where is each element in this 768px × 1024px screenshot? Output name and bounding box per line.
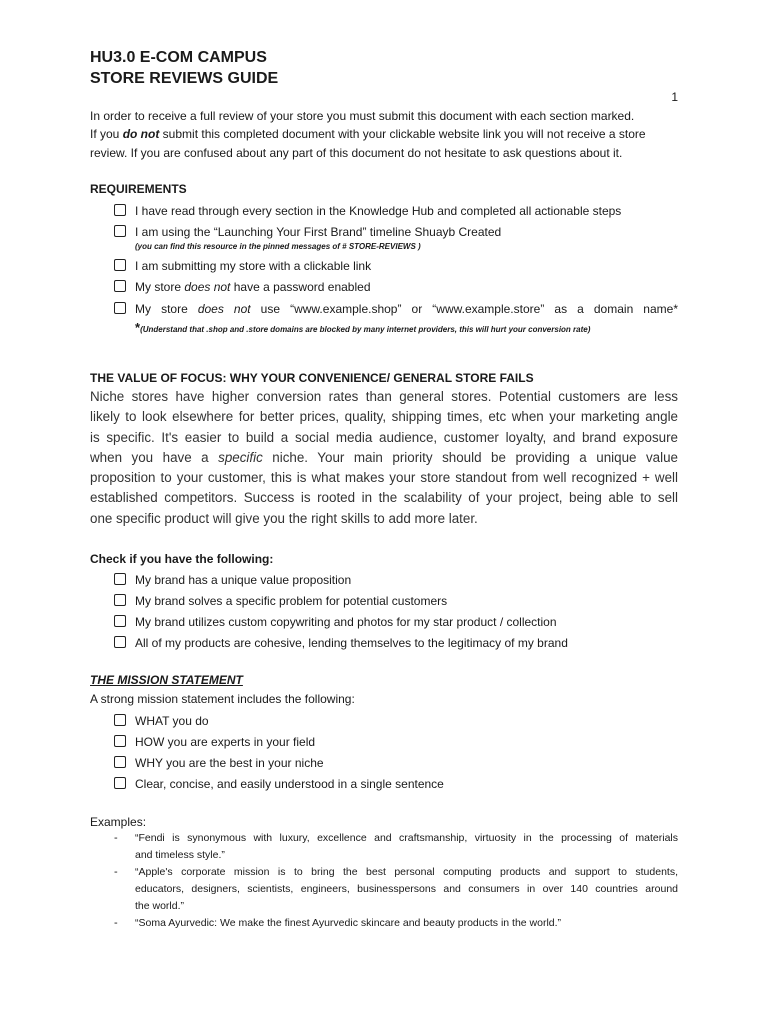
mission-heading: THE MISSION STATEMENT: [90, 673, 243, 687]
requirement-item-5-note: *(Understand that .shop and .store domains are blocked by many internet providers, this will hurt your conversion rate): [135, 320, 591, 335]
requirement-item-1: I have read through every section in the Knowledge Hub and completed all actionable steps: [114, 203, 621, 219]
checkbox[interactable]: [114, 615, 126, 627]
checkbox[interactable]: [114, 777, 126, 789]
checkbox[interactable]: [114, 735, 126, 747]
checkbox[interactable]: [114, 573, 126, 585]
check-item-2: My brand solves a specific problem for potential customers: [114, 593, 447, 609]
check-item-4: All of my products are cohesive, lending themselves to the legitimacy of my brand: [114, 635, 568, 651]
mission-item-3: WHY you are the best in your niche: [114, 755, 324, 771]
mission-item-1: WHAT you do: [114, 713, 209, 729]
checkbox[interactable]: [114, 714, 126, 726]
requirement-item-3: I am submitting my store with a clickable link: [114, 258, 371, 274]
requirement-item-2-note: (you can find this resource in the pinned messages of # STORE-REVIEWS ): [135, 242, 421, 251]
page-number: 1: [671, 90, 678, 104]
checkbox[interactable]: [114, 204, 126, 216]
example-soma: “Soma Ayurvedic: We make the finest Ayurvedic skincare and beauty products in the world.”: [135, 917, 562, 929]
checkbox[interactable]: [114, 302, 126, 314]
example-fendi: “Fendi is synonymous with luxury, excellence and craftsmanship, virtuosity in the processing of materials and timeless style.”: [135, 832, 678, 862]
focus-paragraph: Niche stores have higher conversion rates than general stores. Potential customers are less likely to look elsewhere for better prices, quality, shipping times, etc when your marketing angle is specific. It's easier to build a social media audience, customer loyalty, and brand exposure when you have a specific niche. Your main priority should be providing a unique value proposition to your customer, this is what makes your store standout from well recognized + well established competitors. Success is rooted in the scalability of your project, being able to sell one specific product will give you the right skills to add more later.: [90, 389, 678, 526]
examples-heading: Examples:: [90, 815, 147, 829]
mission-item-2: HOW you are experts in your field: [114, 734, 315, 750]
checkbox[interactable]: [114, 756, 126, 768]
requirement-item-2: I am using the “Launching Your First Brand” timeline Shuayb Created: [114, 224, 501, 240]
focus-heading: THE VALUE OF FOCUS: WHY YOUR CONVENIENCE/ GENERAL STORE FAILS: [90, 371, 534, 385]
requirements-heading: REQUIREMENTS: [90, 182, 187, 196]
checkbox[interactable]: [114, 594, 126, 606]
bullet-dash: -: [114, 917, 118, 929]
checkbox[interactable]: [114, 636, 126, 648]
check-item-1: My brand has a unique value proposition: [114, 572, 351, 588]
mission-intro: A strong mission statement includes the following:: [90, 692, 355, 706]
requirement-item-4: My store does not have a password enabled: [114, 279, 371, 295]
checkbox[interactable]: [114, 280, 126, 292]
doc-title-line2: STORE REVIEWS GUIDE: [90, 70, 279, 87]
intro-line3: review. If you are confused about any part of this document do not hesitate to ask questions about it.: [90, 146, 623, 160]
check-item-3: My brand utilizes custom copywriting and photos for my star product / collection: [114, 614, 557, 630]
bullet-dash: -: [114, 832, 118, 844]
check-heading: Check if you have the following:: [90, 552, 274, 566]
doc-title-line1: HU3.0 E-COM CAMPUS: [90, 49, 267, 66]
mission-item-4: Clear, concise, and easily understood in a single sentence: [114, 776, 444, 792]
bullet-dash: -: [114, 866, 118, 878]
checkbox[interactable]: [114, 259, 126, 271]
intro-line2: If you do not submit this completed document with your clickable website link you will not receive a store: [90, 127, 646, 141]
checkbox[interactable]: [114, 225, 126, 237]
example-apple: “Apple's corporate mission is to bring the best personal computing products and support to students, educators, designers, scientists, engineers, businesspersons and consumers in over 140 countries around the world.”: [135, 866, 678, 913]
intro-line1: In order to receive a full review of your store you must submit this document with each section marked.: [90, 109, 635, 123]
requirement-item-5: My store does not use “www.example.shop” or “www.example.store” as a domain name*: [114, 301, 678, 317]
